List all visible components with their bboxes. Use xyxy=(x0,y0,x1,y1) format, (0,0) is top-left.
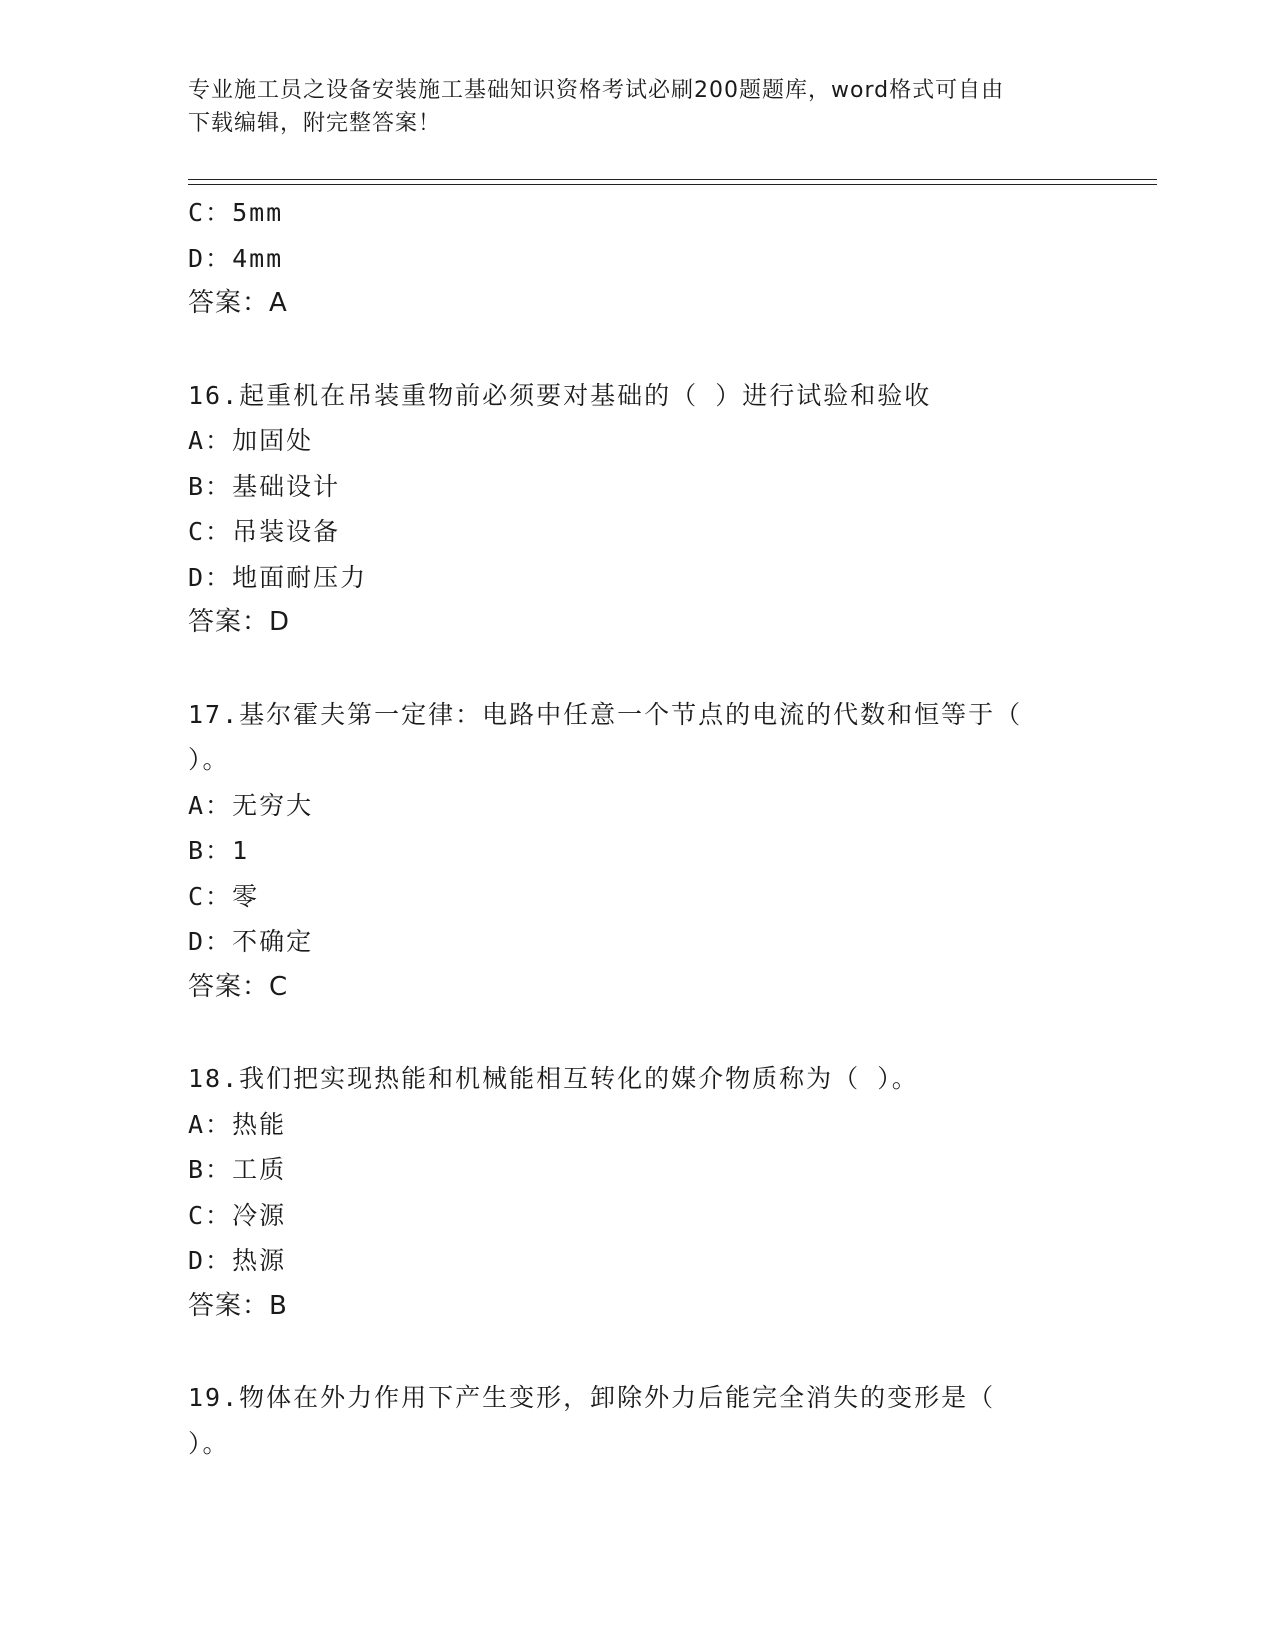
answer-line: 答案：D xyxy=(188,607,291,637)
answer-line: 答案：A xyxy=(188,288,288,318)
question-18 xyxy=(188,1056,1108,1329)
option-a: A：无穷大 xyxy=(188,790,314,820)
option-d: D：地面耐压力 xyxy=(188,562,368,592)
option-c: C：零 xyxy=(188,881,260,911)
question-stem-continuation: ）。 xyxy=(188,1428,230,1458)
question-stem-continuation: ）。 xyxy=(188,745,230,774)
option-d: D：4mm xyxy=(188,243,284,273)
option-d: D：热源 xyxy=(188,1246,287,1275)
question-stem: 17.基尔霍夫第一定律：电路中任意一个节点的电流的代数和恒等于（ xyxy=(188,699,1023,729)
option-a: A：热能 xyxy=(188,1109,287,1139)
document-header xyxy=(188,74,1088,140)
question-stem: 16.起重机在吊装重物前必须要对基础的（ ）进行试验和验收 xyxy=(188,380,932,410)
option-a: A：加固处 xyxy=(188,426,314,455)
answer-line: 答案：B xyxy=(188,1290,288,1321)
question-stem: 19.物体在外力作用下产生变形，卸除外力后能完全消失的变形是（ xyxy=(188,1383,996,1412)
option-b: B：1 xyxy=(188,836,250,865)
question-17 xyxy=(188,692,1108,1011)
header-line-1: 专业施工员之设备安装施工基础知识资格考试必刷200题题库，word格式可自由 xyxy=(188,78,1005,103)
answer-line: 答案：C xyxy=(188,971,289,1002)
question-16 xyxy=(188,373,1108,646)
header-divider-bottom xyxy=(188,184,1157,185)
spacer xyxy=(188,1329,1108,1375)
spacer xyxy=(188,327,1108,373)
question-list xyxy=(188,190,1108,1466)
question-19 xyxy=(188,1375,1108,1466)
header-divider-top xyxy=(188,179,1157,180)
spacer xyxy=(188,646,1108,692)
option-c: C：5mm xyxy=(188,198,284,227)
question-stem: 18.我们把实现热能和机械能相互转化的媒介物质称为（ ）。 xyxy=(188,1064,919,1093)
question-15-tail xyxy=(188,190,1108,327)
spacer xyxy=(188,1010,1108,1056)
option-c: C：吊装设备 xyxy=(188,517,341,546)
option-d: D：不确定 xyxy=(188,927,314,956)
option-b: B：工质 xyxy=(188,1155,287,1184)
header-line-2: 下载编辑，附完整答案！ xyxy=(188,111,442,136)
option-b: B：基础设计 xyxy=(188,471,341,501)
option-c: C：冷源 xyxy=(188,1200,287,1230)
